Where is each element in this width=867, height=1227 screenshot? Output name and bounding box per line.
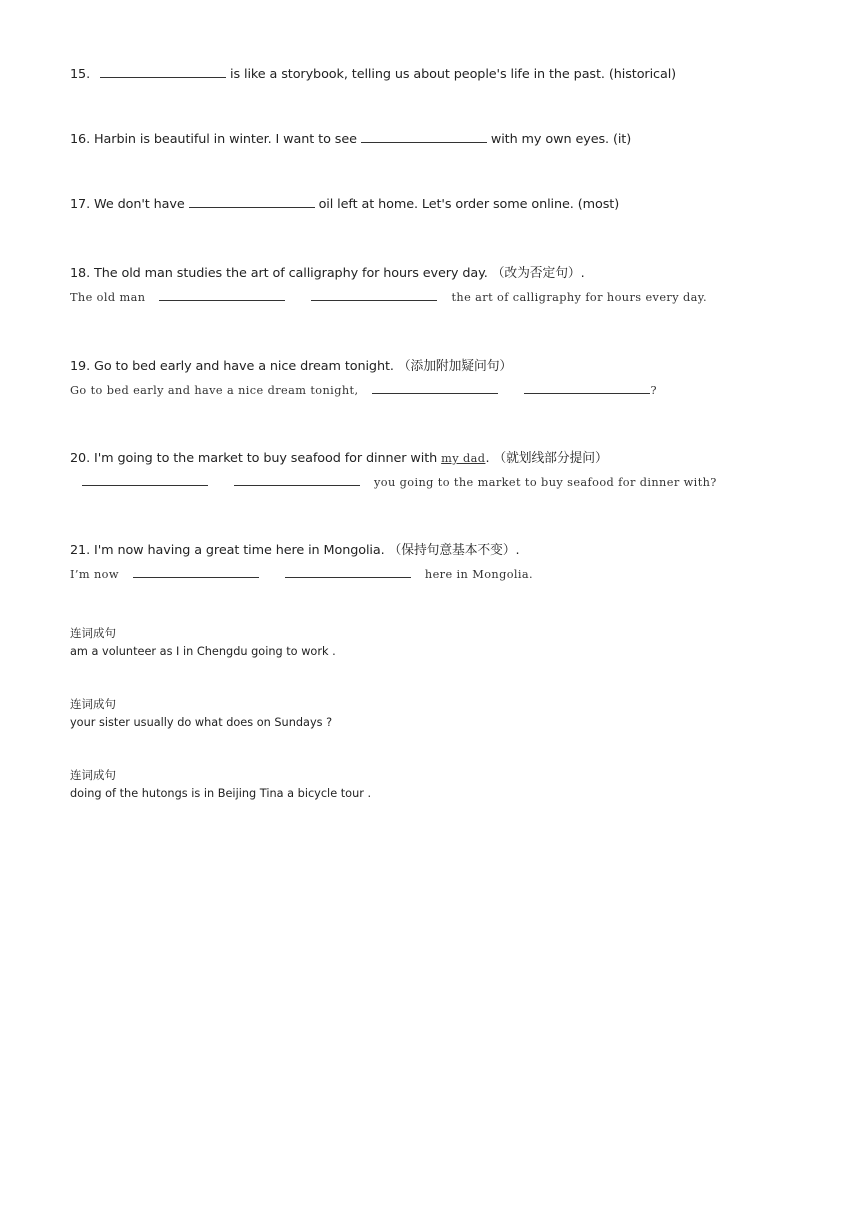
section-label: 连词成句 <box>70 768 116 782</box>
answer-blank-2[interactable] <box>285 576 411 578</box>
answer-blank[interactable] <box>189 206 315 208</box>
question-text-after: oil left at home. Let's order some online. (most) <box>318 197 620 212</box>
answer-end-text: the art of calligraphy for hours every day. <box>451 291 708 304</box>
answer-start-text: I’m now <box>70 568 119 581</box>
answer-blank-1[interactable] <box>82 484 208 486</box>
question-18-prompt: 18. The old man studies the art of calligraphy for hours every day. （改为否定句）. <box>70 266 585 281</box>
question-17 <box>70 197 619 212</box>
answer-blank-1[interactable] <box>133 576 259 578</box>
answer-blank-2[interactable] <box>524 392 650 394</box>
section-label: 连词成句 <box>70 697 116 711</box>
question-19-answer-line <box>70 384 657 397</box>
scrambled-words: am a volunteer as I in Chengdu going to work . <box>70 645 336 658</box>
question-20-prompt <box>70 447 608 466</box>
answer-end-text: here in Mongolia. <box>424 568 534 581</box>
question-text-before: 17. We don't have <box>70 197 185 212</box>
question-19-prompt: 19. Go to bed early and have a nice dream tonight. （添加附加疑问句） <box>70 359 513 374</box>
answer-start-text: The old man <box>70 291 146 304</box>
question-18-answer-line <box>70 291 707 304</box>
scrambled-words: your sister usually do what does on Sundays ? <box>70 716 333 729</box>
answer-start-text: Go to bed early and have a nice dream tonight, <box>70 384 359 397</box>
prompt-text-before: 20. I'm going to the market to buy seafood for dinner with <box>70 451 442 466</box>
answer-blank[interactable] <box>100 76 226 78</box>
question-15 <box>70 67 676 82</box>
answer-blank-1[interactable] <box>372 392 498 394</box>
answer-end-text: ? <box>650 384 657 397</box>
question-text-after: with my own eyes. (it) <box>490 132 632 147</box>
section-label: 连词成句 <box>70 626 116 640</box>
answer-blank-1[interactable] <box>159 299 285 301</box>
question-21-answer-line <box>70 568 533 581</box>
question-16 <box>70 132 631 147</box>
question-text: is like a storybook, telling us about people's life in the past. (historical) <box>230 67 677 82</box>
question-text-before: 16. Harbin is beautiful in winter. I want to see <box>70 132 357 147</box>
answer-blank-2[interactable] <box>311 299 437 301</box>
question-21-prompt: 21. I'm now having a great time here in Mongolia. （保持句意基本不变）. <box>70 543 520 558</box>
answer-blank-2[interactable] <box>234 484 360 486</box>
question-20-answer-line <box>82 476 717 489</box>
answer-blank[interactable] <box>361 141 487 143</box>
scrambled-words: doing of the hutongs is in Beijing Tina a bicycle tour . <box>70 787 372 800</box>
prompt-text-after: . （就划线部分提问） <box>485 451 608 466</box>
answer-end-text: you going to the market to buy seafood for dinner with? <box>374 476 717 489</box>
question-number: 15. <box>70 67 91 82</box>
underlined-phrase: my dad <box>441 452 486 465</box>
